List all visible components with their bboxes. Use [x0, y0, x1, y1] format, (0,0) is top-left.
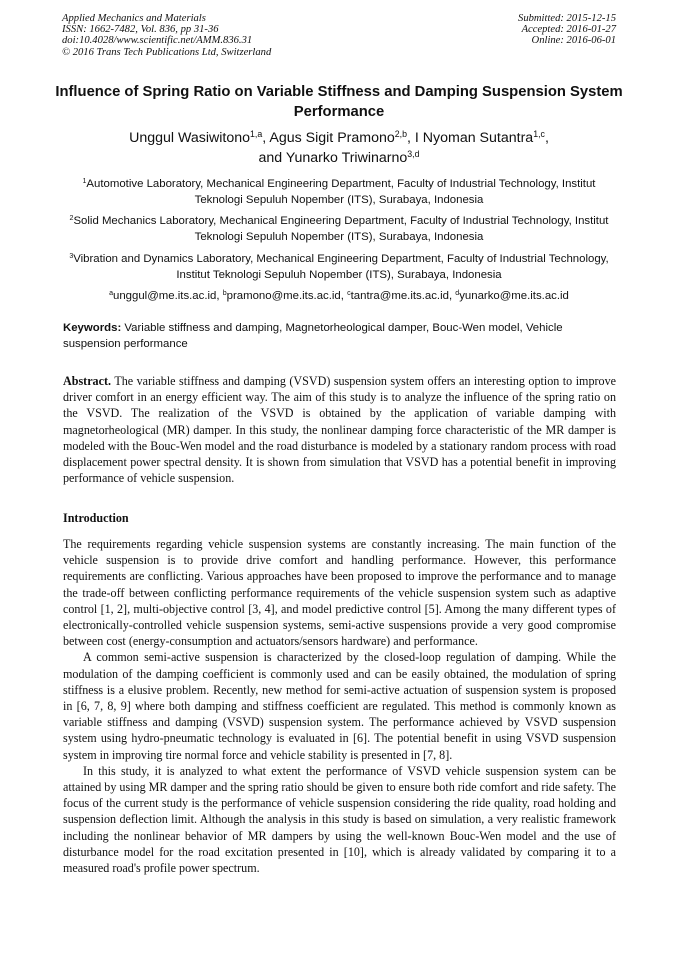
affiliation-3 — [62, 251, 616, 283]
keywords-text: Variable stiffness and damping, Magnetorheological damper, Bouc-Wen model, Vehicle suspension performance — [63, 322, 563, 350]
author-connector: and — [258, 150, 283, 166]
abstract-text: The variable stiffness and damping (VSVD) suspension system offers an interesting option to improve driver comfort in an energy efficient way. The aim of this study is to analyze the influence of the spring ratio on the VSVD. The realization of the VSVD is obtained by the application of variable damping with magnetorheological (MR) damper. In this study, the nonlinear damping force characteristic of the MR damper is modeled with the Bouc-Wen model and the road disturbance is modeled by a stationary random process with road displacement power spectral density. It is shown from simulation that VSVD has a potential benefit in improving performance of vehicle suspension. — [63, 374, 616, 486]
keywords — [63, 320, 616, 352]
affiliation-text: Vibration and Dynamics Laboratory, Mechanical Engineering Department, Faculty of Industrial Technology, Institut Teknologi Sepuluh Nopember (ITS), Surabaya, Indonesia — [73, 253, 609, 281]
email-sup: b — [222, 290, 227, 298]
publication-dates — [518, 13, 616, 47]
affiliation-text: Automotive Laboratory, Mechanical Engineering Department, Faculty of Industrial Technology, Institut Teknologi Sepuluh Nopember (ITS), Surabaya, Indonesia — [86, 178, 596, 206]
author-name: Agus Sigit Pramono — [269, 130, 395, 146]
affiliation-sup: 3 — [69, 253, 74, 261]
email-sup: d — [455, 290, 460, 298]
author-line-2 — [55, 148, 623, 168]
intro-paragraph-1: The requirements regarding vehicle suspension systems are constantly increasing. The main function of the vehicle suspension is to provide drive comfort and handling performance. However, this performance requirements are conflicting. Various approaches have been proposed to improve the performance and to manage the trade-off between conflicting performance requirements of the vehicle suspension system such as adaptive control [1, 2], multi-objective control [3, 4], and model predictive control [5]. Among the many different types of electronically-controlled vehicle suspension systems, semi-active suspensions provide a very good compromise between cost (energy-consumption and actuators/sensors hardware) and performance. — [63, 537, 616, 649]
abstract — [63, 373, 616, 486]
author-sup: 2,b — [394, 129, 407, 140]
author-name: Unggul Wasiwitono — [129, 130, 251, 146]
affiliation-sup: 1 — [82, 178, 87, 186]
affiliation-text: Solid Mechanics Laboratory, Mechanical Engineering Department, Faculty of Industrial Technology, Institut Teknologi Sepuluh Nopember (ITS), Surabaya, Indonesia — [73, 215, 609, 243]
affiliation-sup: 2 — [69, 215, 74, 223]
abstract-label: Abstract. — [63, 374, 112, 388]
author-name: Yunarko Triwinarno — [285, 150, 408, 166]
author-sup: 3,d — [407, 149, 420, 160]
author-list — [55, 128, 623, 168]
journal-name: Applied Mechanics and Materials — [62, 13, 206, 24]
email-link[interactable]: yunarko@me.its.ac.id — [459, 290, 569, 302]
email-sup: a — [109, 290, 113, 298]
online-date: Online: 2016-06-01 — [531, 35, 616, 47]
journal-copyright: © 2016 Trans Tech Publications Ltd, Switzerland — [62, 46, 272, 58]
introduction-body — [63, 536, 616, 876]
email-link[interactable]: pramono@me.its.ac.id — [226, 290, 341, 302]
author-sup: 1,c — [533, 129, 545, 140]
journal-doi: doi:10.4028/www.scientific.net/AMM.836.31 — [62, 35, 253, 47]
email-link[interactable]: unggul@me.its.ac.id — [113, 290, 217, 302]
intro-paragraph-2: A common semi-active suspension is characterized by the closed-loop regulation of damping. While the modulation of the damping coefficient is commonly used and can be easily obtained, the modulation of spring stiffness is a elusive problem. Recently, new method for semi-active actuation of suspension system is proposed in [6, 7, 8, 9] where both damping and stiffness coefficient are regulated. This method is commonly known as variable stiffness and damping (VSVD) suspension system. The performance achieved by VSVD suspension system using hydro-pneumatic technology is evaluated in [6]. The potential benefit in using VSVD suspension system in improving tire normal force and vehicle stability is presented in [7, 8]. — [63, 650, 616, 762]
journal-info — [62, 13, 271, 58]
intro-paragraph-3: In this study, it is analyzed to what extent the performance of VSVD vehicle suspension system can be attained by using MR damper and the spring ratio should be given to ensure both ride comfort and ride safety. The focus of the current study is the performance of vehicle suspension considering the ride quality, road holding and suspension deflection limit. Although the analysis in this study is based on simulation, a very realistic framework including the nonlinear behavior of MR dampers by using the well-known Bouc-Wen model and the use of disturbance model for the road excitation presented in [10], which is already validated by comparing it to a measured road's profile power spectrum. — [63, 763, 616, 876]
accepted-date: Accepted: 2016-01-27 — [521, 24, 616, 36]
author-line-1: Unggul Wasiwitono$^{1,a}$, Agus Sigit Pramono$^{2,b}$, I Nyoman Sutantra$^{1,c}$, — [129, 129, 549, 146]
author-name: I Nyoman Sutantra — [414, 130, 534, 146]
email-link[interactable]: tantra@me.its.ac.id — [350, 290, 449, 302]
author-sup: 1,a — [250, 129, 263, 140]
journal-issn: ISSN: 1662-7482, Vol. 836, pp 31-36 — [62, 24, 219, 36]
email-sup: c — [347, 290, 351, 298]
keywords-label: Keywords: — [63, 322, 122, 334]
affiliation-2 — [62, 213, 616, 245]
email-list: $^a$unggul@me.its.ac.id, $^b$pramono@me.its.ac.id, $^c$tantra@me.its.ac.id, $^d$yunarko@me.its.ac.id — [109, 290, 569, 302]
paper-title: Influence of Spring Ratio on Variable Stiffness and Damping Suspension System Performance — [55, 84, 623, 120]
submitted-date: Submitted: 2015-12-15 — [518, 13, 616, 24]
introduction-heading: Introduction — [63, 511, 129, 525]
affiliation-1 — [62, 176, 616, 208]
